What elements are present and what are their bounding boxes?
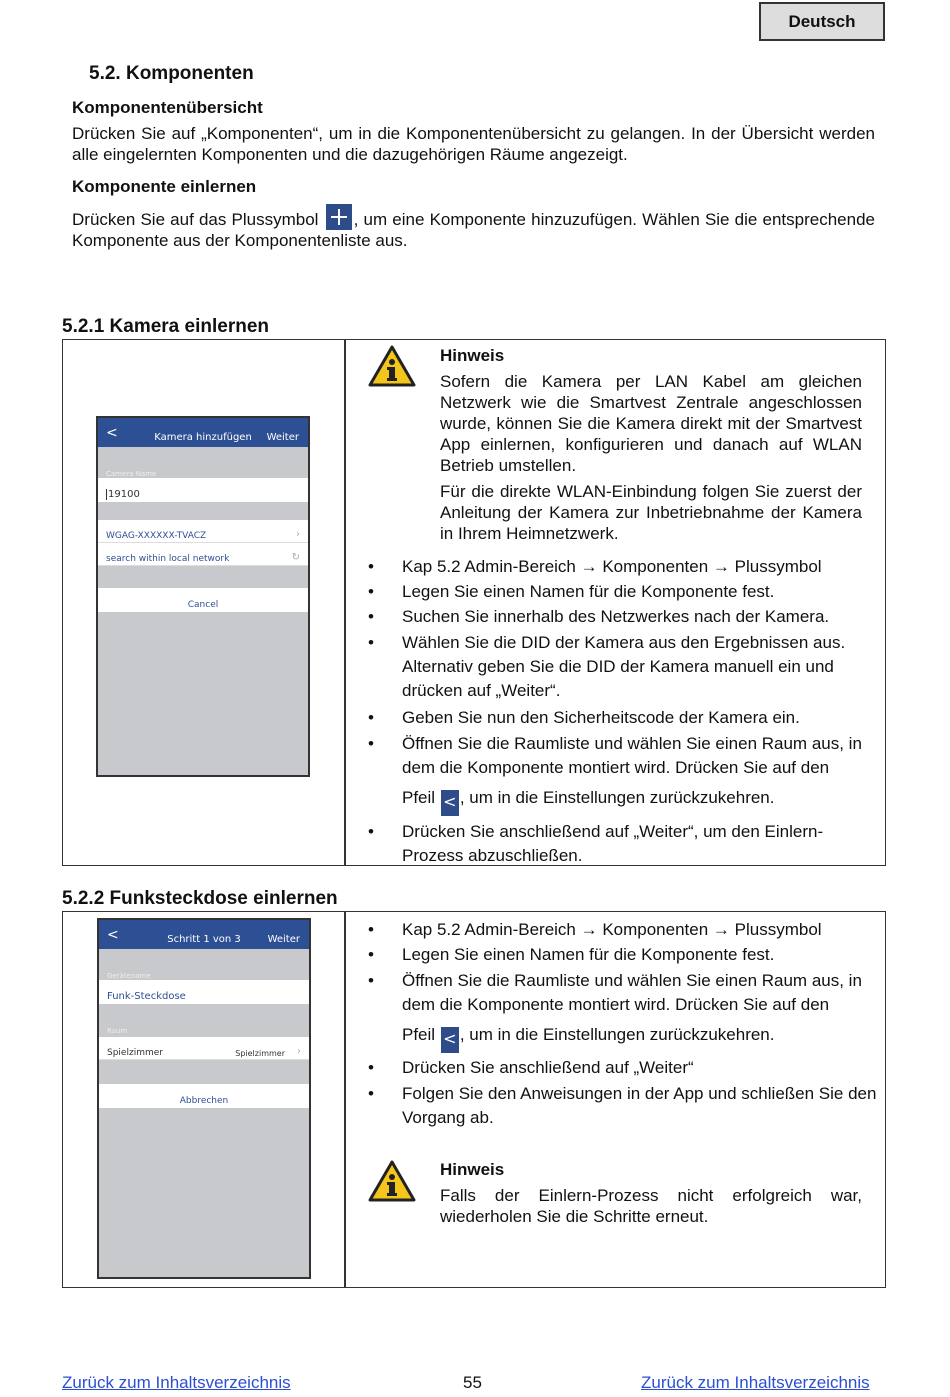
warning-icon	[368, 345, 416, 387]
list-item: • Legen Sie einen Namen für die Komponente fest.	[362, 581, 877, 602]
phone-header	[99, 920, 309, 949]
list-item: • Öffnen Sie die Raumliste und wählen Sie einen Raum aus, in dem die Komponente montiert wird. Drücken Sie auf den Pfeil < , um in die Einstellungen zurückzukehren.	[362, 732, 877, 816]
list-item: • Suchen Sie innerhalb des Netzwerkes nach der Kamera.	[362, 606, 877, 627]
learn-text: Drücken Sie auf das Plussymbol , um eine Komponente hinzuzufügen. Wählen Sie die entsprechende Komponente aus der Komponentenliste aus.	[72, 204, 875, 251]
list-item: • Wählen Sie die DID der Kamera aus den Ergebnissen aus. Alternativ geben Sie die DID der Kamera manuell ein und drücken auf „Weiter“.	[362, 631, 877, 703]
did-row[interactable]: WGAG-XXXXXX-TVACZ ›	[98, 520, 308, 543]
device-name-label: Gerätename	[107, 972, 151, 980]
chevron-right-icon: ›	[296, 529, 300, 540]
list-item: • Drücken Sie anschließend auf „Weiter“	[362, 1057, 877, 1078]
camera-phone-screenshot	[96, 416, 310, 777]
cancel-button[interactable]: Cancel	[98, 588, 308, 612]
room-row[interactable]: Spielzimmer Spielzimmer ›	[99, 1037, 309, 1060]
toc-link-right[interactable]: Zurück zum Inhaltsverzeichnis	[641, 1373, 870, 1392]
socket-phone-screenshot	[97, 918, 311, 1279]
section-title-5-2-2: 5.2.2 Funksteckdose einlernen	[62, 888, 338, 909]
section-title-5-2: 5.2. Komponenten	[89, 63, 254, 84]
plus-icon	[326, 204, 352, 230]
room-label: Raum	[107, 1027, 128, 1035]
toc-link-left[interactable]: Zurück zum Inhaltsverzeichnis	[62, 1373, 291, 1392]
list-item: • Kap 5.2 Admin-Bereich → Komponenten → Plussymbol	[362, 919, 877, 940]
page-number: 55	[463, 1373, 482, 1392]
search-network-row[interactable]: search within local network ↻	[98, 543, 308, 566]
phone-title: Kamera hinzufügen	[154, 432, 252, 443]
device-name-input[interactable]: Funk-Steckdose	[99, 980, 309, 1004]
camera-name-label: Camera Name	[106, 470, 157, 478]
back-arrow-icon: <	[441, 1027, 459, 1053]
camera-name-input[interactable]: 19100	[98, 478, 308, 502]
list-item: • Kap 5.2 Admin-Bereich → Komponenten → Plussymbol	[362, 556, 877, 577]
note-text-wlan: Für die direkte WLAN-Einbindung folgen Sie zuerst der Anleitung der Kamera zur Inbetriebnahme der Kamera in Ihrem Heimnetzwerk.	[440, 482, 862, 543]
back-icon[interactable]: <	[106, 425, 118, 441]
back-arrow-icon: <	[441, 790, 459, 816]
next-button[interactable]: Weiter	[267, 934, 300, 945]
language-tab: Deutsch	[759, 2, 885, 41]
overview-text: Drücken Sie auf „Komponenten“, um in die Komponentenübersicht zu gelangen. In der Übersicht werden alle eingelernten Komponenten und die dazugehörigen Räume angezeigt.	[72, 124, 875, 164]
list-item: • Drücken Sie anschließend auf „Weiter“, um den Einlern-Prozess abzuschließen.	[362, 820, 877, 868]
table-divider	[344, 339, 346, 866]
list-item: • Öffnen Sie die Raumliste und wählen Sie einen Raum aus, in dem die Komponente montiert wird. Drücken Sie auf den Pfeil < , um in die Einstellungen zurückzukehren.	[362, 969, 877, 1053]
learn-heading: Komponente einlernen	[72, 177, 257, 196]
note-text-lan: Sofern die Kamera per LAN Kabel am gleichen Netzwerk wie die Smartvest Zentrale angeschlossen wurde, können Sie die Kamera direkt mit der Smartvest App einlernen, konfigurieren und danach auf WLAN Betrieb umstellen.	[440, 372, 862, 475]
cancel-button[interactable]: Abbrechen	[99, 1084, 309, 1108]
phone-title: Schritt 1 von 3	[167, 934, 241, 945]
refresh-icon[interactable]: ↻	[291, 552, 300, 563]
back-icon[interactable]: <	[107, 927, 119, 943]
note-text-retry: Falls der Einlern-Prozess nicht erfolgreich war, wiederholen Sie die Schritte erneut.	[440, 1186, 862, 1226]
note-title: Hinweis	[440, 346, 505, 365]
list-item: • Geben Sie nun den Sicherheitscode der Kamera ein.	[362, 707, 877, 728]
next-button[interactable]: Weiter	[266, 432, 299, 443]
room-selected-value: Spielzimmer	[235, 1049, 285, 1058]
section-title-5-2-1: 5.2.1 Kamera einlernen	[62, 316, 269, 337]
table-divider	[344, 911, 346, 1288]
list-item: • Folgen Sie den Anweisungen in der App und schließen Sie den Vorgang ab.	[362, 1082, 877, 1130]
camera-steps-list	[362, 556, 877, 872]
overview-heading: Komponentenübersicht	[72, 98, 263, 117]
list-item: • Legen Sie einen Namen für die Komponente fest.	[362, 944, 877, 965]
warning-icon	[368, 1160, 416, 1202]
note-title: Hinweis	[440, 1160, 505, 1179]
chevron-right-icon: ›	[297, 1046, 301, 1057]
phone-header	[98, 418, 308, 447]
socket-steps-list	[362, 919, 877, 1134]
